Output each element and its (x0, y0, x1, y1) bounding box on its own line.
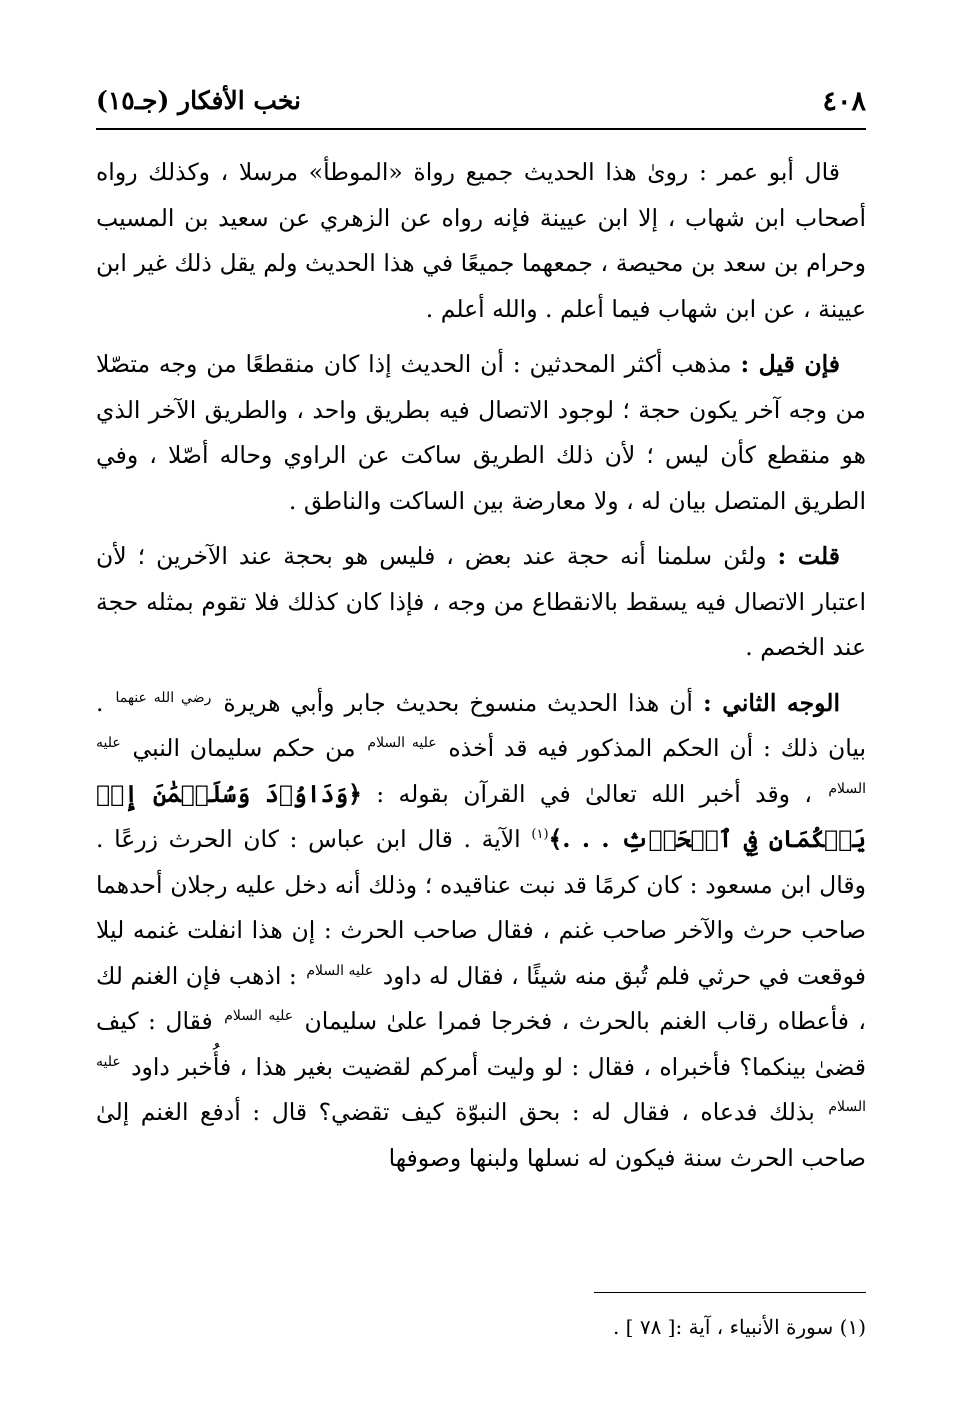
paragraph-lead: قلت : (777, 542, 840, 570)
paragraph-text: . بيان ذلك : أن الحكم المذكور فيه قد أخذه (96, 688, 867, 762)
paragraph-text: فقال : كيف قضىٰ بينكما؟ فأخبراه ، فقال : لو وليت أمركم لقضيت بغير هذا ، فأُخبر داود (96, 1007, 866, 1081)
paragraph-text: بذلك فدعاه ، فقال له : بحق النبوّة كيف تقضي؟ قال : أدفع الغنم إلىٰ صاحب الحرث سنة فيكون له نسلها ولبنها وصوفها (96, 1098, 866, 1172)
paragraph-text: : اذهب فإن الغنم لك ، فأعطاه رقاب الغنم بالحرث ، فخرجا فمرا علىٰ سليمان (96, 961, 867, 1035)
paragraph-text: أن هذا الحديث منسوخ بحديث جابر وأبي هريرة (213, 688, 703, 717)
paragraph-second-aspect (96, 681, 866, 1182)
honorific-alayhi-salam: عليه السلام (96, 735, 866, 797)
paragraph-text: قال أبو عمر : روىٰ هذا الحديث جميع رواة «الموطأ» مرسلا ، وكذلك رواه أصحاب ابن شهاب ، إلا ابن عيينة فإنه رواه عن الزهري عن سعيد بن المسيب وحرام بن سعد بن محيصة ، جمعهما جميعًا في هذا الحديث ولم يقل ذلك غير ابن عيينة ، عن ابن شهاب فيما أعلم . والله أعلم . (96, 158, 866, 323)
quran-verse: ﴿وَدَاوُۥدَ وَسُلَيۡمَٰنَ إِذۡ يَحۡكُمَانِ فِي ٱلۡحَرۡثِ . . .﴾ (96, 779, 867, 853)
paragraph-text: الآية . قال ابن عباس : كان الحرث زرعًا . وقال ابن مسعود : كان كرمًا قد نبت عناقيده ؛ وذلك أنه دخل عليه رجلان أحدهما صاحب حرث والآخر صاحب غنم ، فقال صاحب الحرث : إن هذا انفلت غنمه ليلا فوقعت في حرثي فلم تُبق منه شيئًا ، فقال له داود (96, 825, 866, 990)
paragraph-lead: الوجه الثاني : (702, 688, 840, 717)
footnote-separator (594, 1292, 866, 1293)
running-header (96, 80, 866, 130)
paragraph-text: ولئن سلمنا أنه حجة عند بعض ، فليس هو بحجة عند الآخرين ؛ لأن اعتبار الاتصال فيه يسقط بالانقطاع من وجه ، فإذا كان كذلك فلا تقوم بمثله حجة عند الخصم . (96, 542, 866, 661)
paragraph-response (96, 534, 866, 671)
footnote-reference: (١) (531, 827, 549, 843)
body-text (96, 150, 866, 1181)
page-number: ٤٠٨ (822, 86, 866, 117)
paragraph-text: مذهب أكثر المحدثين : أن الحديث إذا كان منقطعًا من وجه متصّلا من وجه آخر يكون حجة ؛ لوجود الاتصال فيه بطريق واحد ، والطريق الآخر الذي هو منقطع كأن ليس ؛ لأن ذلك الطريق ساكت عن الراوي وحاله أصّلا ، وفي الطريق المتصل بيان له ، ولا معارضة بين الساكت والناطق . (96, 350, 866, 515)
honorific-alayhi-salam: عليه السلام (306, 962, 374, 979)
honorific-alayhi-salam: عليه السلام (224, 1008, 294, 1025)
honorific-radiallahu-anhuma: رضي الله عنهما (115, 689, 212, 706)
paragraph-lead: فإن قيل : (740, 350, 841, 378)
paragraph-objection (96, 342, 866, 524)
book-title: نخب الأفكار (جـ١٥) (96, 86, 302, 115)
paragraph-text: من حكم سليمان النبي (122, 734, 366, 762)
honorific-alayhi-salam: عليه السلام (367, 735, 437, 752)
footnote: (١) سورة الأنبياء ، آية :[ ٧٨ ] . (612, 1315, 866, 1339)
book-page (96, 80, 866, 1380)
paragraph-abu-umar (96, 150, 866, 332)
paragraph-text: ، وقد أخبر الله تعالىٰ في القرآن بقوله : (361, 779, 827, 808)
honorific-alayhi-salam: عليه السلام (96, 1053, 866, 1116)
